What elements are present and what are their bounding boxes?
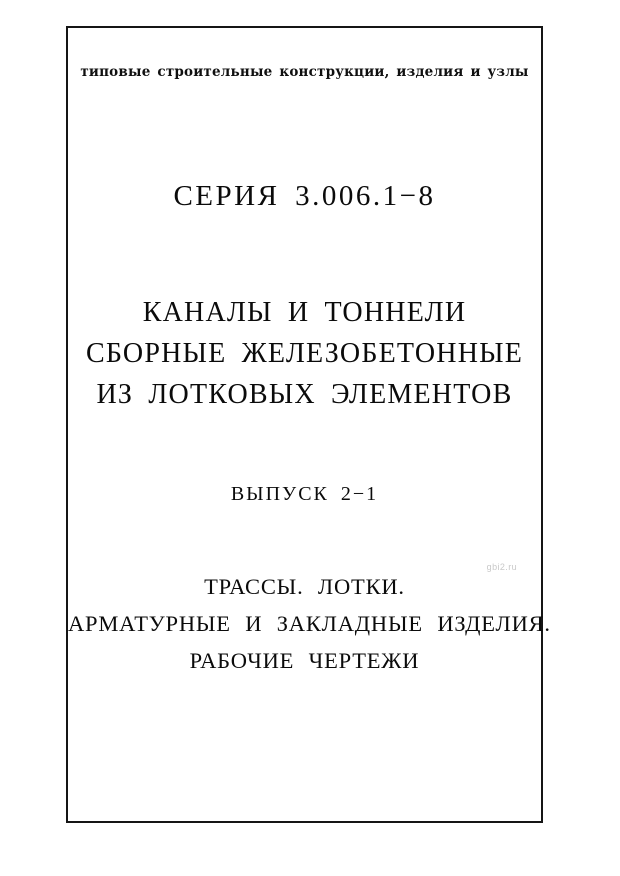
title-line-2: СБОРНЫЕ ЖЕЛЕЗОБЕТОННЫЕ — [85, 338, 524, 369]
cover-sheet-frame — [66, 26, 551, 823]
series-number: СЕРИЯ 3.006.1−8 — [173, 180, 436, 212]
cover-content — [68, 28, 551, 821]
issue-number: ВЫПУСК 2−1 — [230, 483, 379, 505]
subtitle-line-3: РАБОЧИЕ ЧЕРТЕЖИ — [189, 648, 420, 673]
title-line-1: КАНАЛЫ И ТОННЕЛИ — [142, 297, 467, 328]
watermark-text: gbi2.ru — [486, 562, 517, 572]
document-title — [68, 292, 541, 415]
document-category-line: типовые строительные конструкции, изделия и узлы — [80, 64, 529, 80]
title-line-3: ИЗ ЛОТКОВЫХ ЭЛЕМЕНТОВ — [96, 379, 513, 410]
subtitle-line-1: ТРАССЫ. ЛОТКИ. — [204, 574, 405, 599]
subtitle-line-2: АРМАТУРНЫЕ И ЗАКЛАДНЫЕ ИЗДЕЛИЯ. — [68, 611, 551, 636]
document-subtitle — [68, 568, 551, 679]
